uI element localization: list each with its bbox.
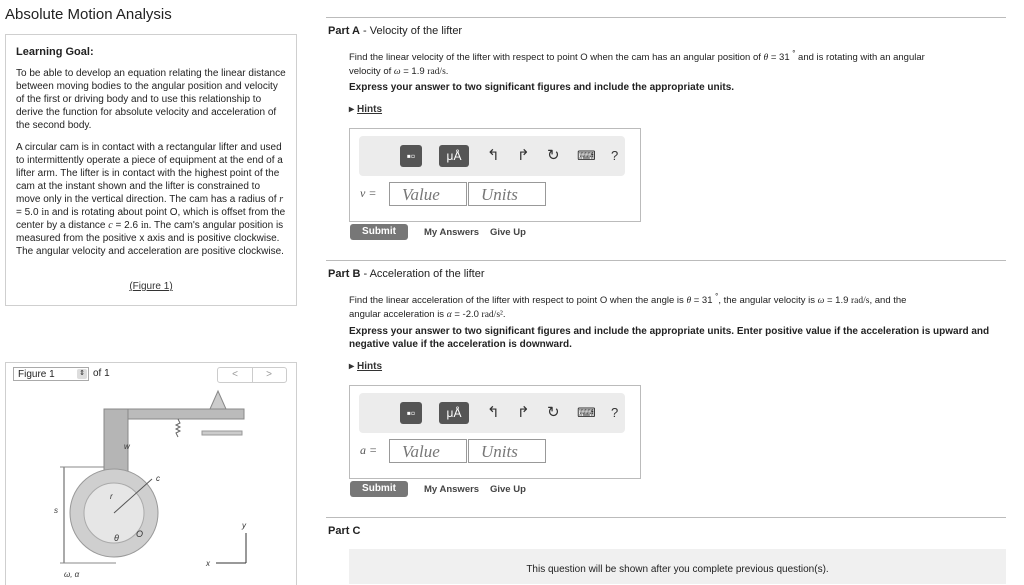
part-b-question — [349, 290, 1009, 322]
part-b-omega-unit: rad/s — [851, 296, 870, 307]
part-b-title — [328, 268, 485, 280]
figure-panel — [5, 362, 297, 585]
part-b-omega-val: = 1.9 — [824, 295, 852, 307]
part-a-question — [349, 47, 1009, 79]
select-arrows-icon: ⇕ — [77, 369, 87, 379]
keyboard-icon[interactable]: ⌨ — [577, 148, 596, 163]
prev-figure-button[interactable]: < — [218, 368, 253, 382]
learning-goal-text: To be able to develop an equation relating the linear distance between moving bodies to the angular position and velocity of the first or driving body and to use this relationship to derive the function for absolute velocity and acceleration of the second body. — [16, 68, 286, 131]
next-figure-button[interactable]: > — [266, 369, 272, 380]
learning-goal-panel — [5, 34, 297, 306]
label-c: c — [156, 474, 160, 483]
part-a-units-input[interactable]: Units — [468, 182, 546, 206]
support-icon — [210, 391, 226, 409]
spring-icon — [176, 419, 180, 437]
problem-text-1: A circular cam is in contact with a rectangular lifter and used to intermittently operate a piece of equipment at the end of a lifter arm. The lifter is in contact with the highest point of the cam at the instant shown and the lifter is constrained to move only in the vertical direction. The cam has a radius of — [16, 142, 283, 205]
label-w: w — [124, 442, 130, 451]
cam-figure — [6, 383, 296, 583]
label-x: x — [206, 559, 210, 568]
redo-icon[interactable]: ↱ — [517, 404, 530, 421]
part-a-submit-button[interactable]: Submit — [350, 224, 408, 240]
part-b-value-input[interactable]: Value — [389, 439, 467, 463]
part-b-hints[interactable]: ▸ Hints — [349, 361, 382, 372]
part-b-alpha-unit: rad/s² — [481, 310, 503, 321]
part-a-label: Part A — [328, 25, 360, 37]
label-o: O — [136, 529, 144, 539]
page-title: Absolute Motion Analysis — [5, 6, 172, 23]
part-b-q4: angular acceleration is — [349, 309, 447, 321]
problem-text-3: . The cam's angular position is measured from the positive x axis and is positive clockwise. The angular velocity and acceleration are positive clockwise. — [16, 220, 284, 257]
help-icon[interactable]: ? — [611, 148, 619, 163]
c-value: = 2.6 — [112, 220, 141, 231]
part-a-instruction: Express your answer to two significant figures and include the appropriate units. — [349, 82, 735, 93]
part-a-title — [328, 25, 462, 37]
part-c-label: Part C — [328, 525, 361, 537]
part-a-q4: . — [445, 66, 449, 78]
part-b-omega-sym: ω — [817, 296, 825, 307]
label-y: y — [242, 521, 246, 530]
part-b-instruction: Express your answer to two significant figures and include the appropriate units. Enter positive value if the acceleration is upward and negative value if the acceleration is downward. — [349, 326, 990, 350]
figure-select[interactable] — [13, 367, 89, 381]
part-a-hints[interactable]: ▸ Hints — [349, 104, 382, 115]
part-a-theta-val: = 31 — [768, 52, 793, 64]
divider-c — [326, 517, 1006, 518]
part-b-q5: . — [502, 309, 506, 321]
part-a-value-input[interactable]: Value — [389, 182, 467, 206]
part-b-subtitle: - Acceleration of the lifter — [360, 268, 485, 280]
part-a-answer-box — [349, 128, 641, 222]
part-a-give-up[interactable]: Give Up — [490, 227, 526, 238]
problem-description — [16, 141, 286, 258]
part-b-theta-sym: θ — [686, 296, 692, 307]
label-theta: θ — [114, 533, 119, 543]
problem-text-2: and is rotating about point O, which is offset from the center by a distance — [16, 207, 286, 231]
figure-link[interactable]: (Figure 1) — [129, 281, 173, 292]
ground — [202, 431, 242, 435]
part-b-units-input[interactable]: Units — [468, 439, 546, 463]
part-b-my-answers[interactable]: My Answers — [424, 484, 480, 495]
part-b-submit-button[interactable]: Submit — [350, 481, 408, 497]
part-b-q3: , and the — [869, 295, 907, 307]
units-button[interactable]: μÅ — [439, 145, 469, 167]
figure-nav — [217, 367, 287, 383]
part-a-theta-sym: θ — [763, 53, 769, 64]
part-b-toolbar — [359, 393, 625, 433]
r-symbol: r — [279, 194, 284, 205]
reset-icon[interactable]: ↻ — [547, 404, 560, 421]
redo-icon[interactable]: ↱ — [517, 147, 530, 164]
c-symbol: c — [108, 220, 113, 231]
learning-goal-heading: Learning Goal: — [16, 46, 94, 58]
part-a-subtitle: - Velocity of the lifter — [360, 25, 463, 37]
part-a-var: v = — [360, 186, 377, 200]
part-a-my-answers[interactable]: My Answers — [424, 227, 480, 238]
part-b-give-up[interactable]: Give Up — [490, 484, 526, 495]
part-c-locked-box — [349, 549, 1006, 584]
divider-b — [326, 260, 1006, 261]
templates-icon[interactable]: ▪▫ — [400, 145, 422, 167]
part-b-theta-val: = 31 — [691, 295, 716, 307]
part-c-message: This question will be shown after you complete previous question(s). — [526, 564, 829, 575]
figure-select-value: Figure 1 — [18, 369, 55, 380]
label-r: r — [110, 492, 113, 501]
divider-top — [326, 17, 1006, 18]
part-a-q2: and is rotating with an angular — [795, 52, 925, 64]
part-a-deg: ° — [792, 49, 796, 58]
keyboard-icon[interactable]: ⌨ — [577, 405, 596, 420]
part-b-label: Part B — [328, 268, 361, 280]
part-b-alpha-sym: α — [446, 310, 452, 321]
help-icon[interactable]: ? — [611, 405, 619, 420]
part-a-omega-unit: rad/s — [427, 67, 446, 78]
label-omega-alpha: ω, α — [64, 570, 80, 579]
part-a-toolbar — [359, 136, 625, 176]
part-a-q1: Find the linear velocity of the lifter with respect to point O when the cam has an angular position of — [349, 52, 764, 64]
part-a-omega-sym: ω — [393, 67, 401, 78]
c-unit: in — [140, 220, 149, 231]
undo-icon[interactable]: ↰ — [487, 404, 500, 421]
units-button[interactable]: μÅ — [439, 402, 469, 424]
undo-icon[interactable]: ↰ — [487, 147, 500, 164]
figure-count: of 1 — [93, 368, 110, 379]
r-value: = 5.0 — [16, 207, 42, 218]
label-s: s — [54, 506, 58, 515]
part-b-alpha-val: = -2.0 — [451, 309, 482, 321]
part-b-q2: , the angular velocity is — [718, 295, 818, 307]
part-b-q1: Find the linear acceleration of the lifter with respect to point O when the angle is — [349, 295, 687, 307]
part-a-omega-val: = 1.9 — [400, 66, 428, 78]
part-a-q3: velocity of — [349, 66, 394, 78]
part-b-answer-box — [349, 385, 641, 479]
r-unit: in — [41, 207, 50, 218]
part-b-var: a = — [360, 443, 378, 457]
templates-icon[interactable]: ▪▫ — [400, 402, 422, 424]
reset-icon[interactable]: ↻ — [547, 147, 560, 164]
part-b-deg: ° — [715, 292, 719, 301]
